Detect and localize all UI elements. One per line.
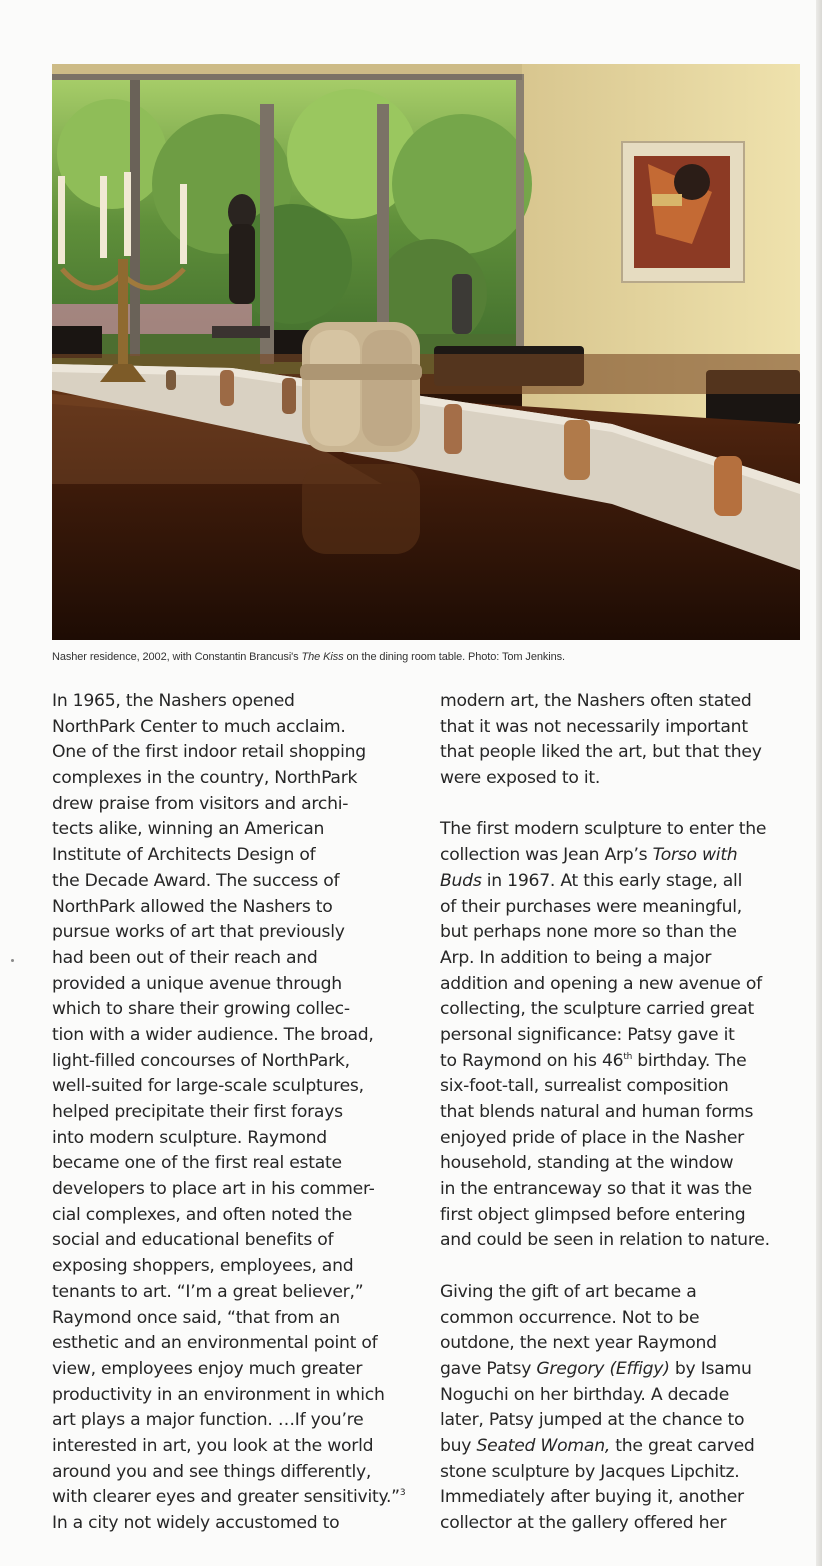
body-text: and could be seen in relation to nature. <box>440 1230 770 1251</box>
left-column <box>52 689 422 1537</box>
right-line <box>440 715 808 741</box>
body-text: collector at the gallery offered her <box>440 1513 727 1533</box>
body-text: stone sculpture by Jacques Lipchitz. <box>440 1461 740 1482</box>
body-text: cial complexes, and often noted the <box>52 1204 353 1225</box>
body-text: with clearer eyes and greater sensitivity.” <box>52 1487 400 1508</box>
page-edge <box>816 0 822 1566</box>
left-line <box>52 1049 422 1075</box>
right-line <box>440 1511 808 1537</box>
body-text: In a city not widely accustomed to <box>52 1513 340 1533</box>
left-line <box>52 1280 422 1306</box>
right-line <box>440 895 808 921</box>
left-line <box>52 869 422 895</box>
body-text: NorthPark Center to much acclaim. <box>52 716 346 737</box>
left-line <box>52 740 422 766</box>
body-text: productivity in an environment in which <box>52 1384 385 1405</box>
body-text: six-foot-tall, surrealist composition <box>440 1076 729 1097</box>
left-line <box>52 766 422 792</box>
body-text: personal significance: Patsy gave it <box>440 1024 735 1045</box>
body-text: that blends natural and human forms <box>440 1102 754 1122</box>
right-line <box>440 1408 808 1434</box>
right-line <box>440 689 808 715</box>
left-line <box>52 715 422 741</box>
left-line <box>52 1074 422 1100</box>
right-paragraph-break <box>440 1254 808 1280</box>
body-text: birthday. The <box>632 1050 747 1071</box>
artwork-title: Gregory (Effigy) <box>536 1358 670 1379</box>
right-line <box>440 817 808 843</box>
left-line <box>52 1357 422 1383</box>
left-line <box>52 1126 422 1152</box>
body-text: Immediately after buying it, another <box>440 1487 744 1508</box>
artwork-title: Torso with <box>652 845 738 866</box>
left-line <box>52 946 422 972</box>
right-line <box>440 1023 808 1049</box>
left-line <box>52 689 422 715</box>
body-text: modern art, the Nashers often stated <box>440 691 752 711</box>
right-line <box>440 740 808 766</box>
body-text: of their purchases were meaningful, <box>440 896 742 917</box>
body-text: that it was not necessarily important <box>440 716 748 737</box>
caption-text: Nasher residence, 2002, with Constantin Brancusi's <box>52 651 302 663</box>
left-line <box>52 1485 422 1511</box>
right-line <box>440 997 808 1023</box>
left-line <box>52 1331 422 1357</box>
body-text: developers to place art in his commer- <box>52 1179 375 1200</box>
left-line <box>52 1228 422 1254</box>
body-text: social and educational benefits of <box>52 1230 334 1251</box>
body-text: collection was Jean Arp’s <box>440 845 653 866</box>
right-line <box>440 1280 808 1306</box>
left-line <box>52 1151 422 1177</box>
left-line <box>52 1383 422 1409</box>
right-line <box>440 1177 808 1203</box>
left-line <box>52 895 422 921</box>
superscript: th <box>623 1051 633 1062</box>
body-text: The first modern sculpture to enter the <box>440 819 767 840</box>
right-line <box>440 1357 808 1383</box>
left-line <box>52 1434 422 1460</box>
left-line <box>52 1203 422 1229</box>
body-text: later, Patsy jumped at the chance to <box>440 1410 745 1431</box>
right-line <box>440 1228 808 1254</box>
artwork-title: Buds <box>440 870 482 891</box>
left-line <box>52 1306 422 1332</box>
body-text: provided a unique avenue through <box>52 973 342 994</box>
left-line <box>52 997 422 1023</box>
right-line <box>440 972 808 998</box>
left-line <box>52 920 422 946</box>
photo-caption <box>52 650 812 664</box>
body-text: pursue works of art that previously <box>52 922 345 943</box>
left-line <box>52 1023 422 1049</box>
right-line <box>440 946 808 972</box>
body-text: well-suited for large-scale sculptures, <box>52 1076 364 1097</box>
body-text: became one of the first real estate <box>52 1153 342 1174</box>
body-text: to Raymond on his 46 <box>440 1050 624 1071</box>
right-paragraph-break <box>440 792 808 818</box>
body-text: exposing shoppers, employees, and <box>52 1256 354 1277</box>
body-text: Arp. In addition to being a major <box>440 947 712 968</box>
right-line <box>440 1306 808 1332</box>
body-text: buy <box>440 1435 477 1456</box>
body-text: into modern sculpture. Raymond <box>52 1127 327 1148</box>
right-line <box>440 1383 808 1409</box>
right-line <box>440 1203 808 1229</box>
body-text: One of the first indoor retail shopping <box>52 742 366 763</box>
caption-credit: on the dining room table. Photo: Tom Jenkins. <box>343 651 565 663</box>
body-text: common occurrence. Not to be <box>440 1307 700 1328</box>
right-line <box>440 869 808 895</box>
body-text: art plays a major function. …If you’re <box>52 1410 364 1431</box>
right-line <box>440 1100 808 1126</box>
right-line <box>440 1460 808 1486</box>
body-text: Raymond once said, “that from an <box>52 1307 340 1328</box>
body-text: by Isamu <box>669 1358 752 1379</box>
body-text: interested in art, you look at the world <box>52 1435 374 1456</box>
body-text: were exposed to it. <box>440 768 601 789</box>
left-line <box>52 1408 422 1434</box>
body-text: light-filled concourses of NorthPark, <box>52 1050 350 1071</box>
right-column <box>440 689 808 1537</box>
body-text: collecting, the sculpture carried great <box>440 999 755 1020</box>
body-text: which to share their growing collec- <box>52 999 350 1020</box>
body-text: helped precipitate their first forays <box>52 1102 343 1122</box>
body-text: tion with a wider audience. The broad, <box>52 1024 374 1045</box>
body-text: Giving the gift of art became a <box>440 1281 697 1302</box>
body-text: had been out of their reach and <box>52 947 318 968</box>
artwork-title: Seated Woman, <box>476 1435 611 1456</box>
body-text: household, standing at the window <box>440 1153 734 1174</box>
body-text: Noguchi on her birthday. A decade <box>440 1384 730 1405</box>
right-line <box>440 1331 808 1357</box>
body-text: tenants to art. “I’m a great believer,” <box>52 1281 364 1302</box>
body-text: In 1965, the Nashers opened <box>52 691 295 711</box>
body-text: outdone, the next year Raymond <box>440 1333 717 1354</box>
body-text: but perhaps none more so than the <box>440 922 737 943</box>
body-text: gave Patsy <box>440 1358 537 1379</box>
body-text: esthetic and an environmental point of <box>52 1333 378 1354</box>
body-text: first object glimpsed before entering <box>440 1204 746 1225</box>
body-text: the Decade Award. The success of <box>52 870 340 891</box>
body-text: addition and opening a new avenue of <box>440 973 762 994</box>
left-line <box>52 792 422 818</box>
left-line <box>52 1100 422 1126</box>
dining-room-photo <box>52 64 800 640</box>
body-text: around you and see things differently, <box>52 1461 372 1482</box>
body-text: NorthPark allowed the Nashers to <box>52 896 333 917</box>
body-text: in 1967. At this early stage, all <box>481 870 743 891</box>
body-text: in the entranceway so that it was the <box>440 1179 752 1200</box>
right-line <box>440 1126 808 1152</box>
right-line <box>440 843 808 869</box>
body-text: drew praise from visitors and archi- <box>52 793 349 814</box>
right-line <box>440 920 808 946</box>
body-text: enjoyed pride of place in the Nasher <box>440 1127 744 1148</box>
right-line <box>440 1074 808 1100</box>
caption-artwork-title: The Kiss <box>301 651 344 663</box>
right-line <box>440 1485 808 1511</box>
body-text: view, employees enjoy much greater <box>52 1358 363 1379</box>
margin-dot <box>11 959 14 962</box>
body-text: that people liked the art, but that they <box>440 742 762 763</box>
body-text: tects alike, winning an American <box>52 819 325 840</box>
left-line <box>52 1511 422 1537</box>
left-line <box>52 843 422 869</box>
body-text: complexes in the country, NorthPark <box>52 768 358 789</box>
right-line <box>440 1434 808 1460</box>
right-line <box>440 766 808 792</box>
left-line <box>52 817 422 843</box>
left-line <box>52 1177 422 1203</box>
superscript: 3 <box>399 1488 406 1499</box>
left-line <box>52 1460 422 1486</box>
right-line <box>440 1049 808 1075</box>
right-line <box>440 1151 808 1177</box>
left-line <box>52 972 422 998</box>
body-text: the great carved <box>610 1435 755 1456</box>
left-line <box>52 1254 422 1280</box>
body-text: Institute of Architects Design of <box>52 845 316 866</box>
